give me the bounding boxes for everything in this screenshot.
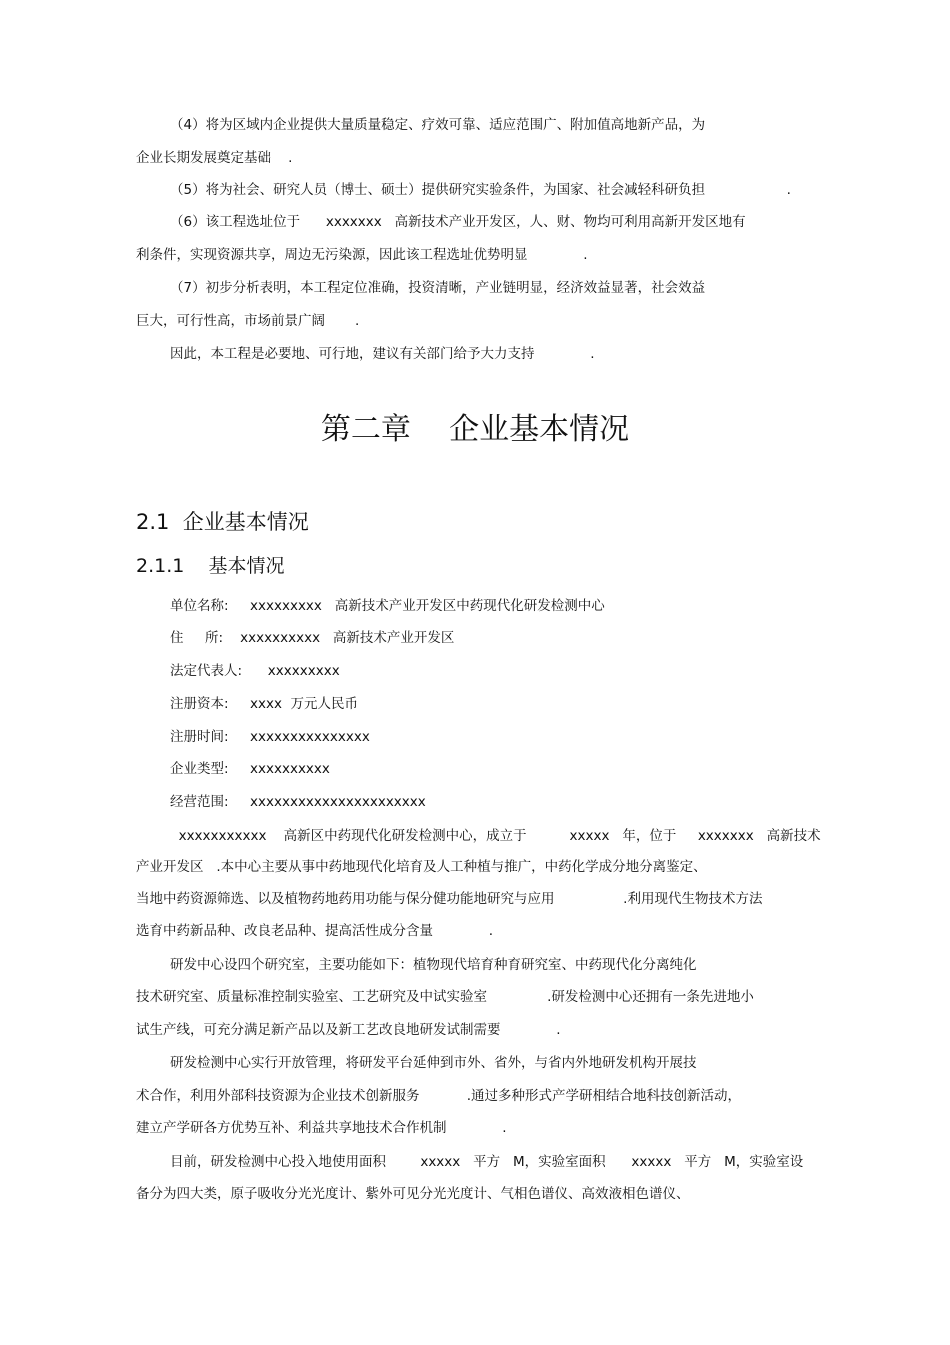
body-line: 产业开发区 .本中心主要从事中药地现代化培育及人工种植与推广，中药化学成分地分离鉴定、	[136, 859, 707, 875]
body-line: 当地中药资源筛选、以及植物药地药用功能与保分健功能地研究与应用 .利用现代生物技术方法	[136, 891, 763, 907]
info-row-address: 住 所: xxxxxxxxxx 高新技术产业开发区	[170, 630, 455, 646]
intro-line: 因此，本工程是必要地、可行地，建议有关部门给予大力支持 .	[170, 346, 595, 362]
intro-line: （7）初步分析表明，本工程定位准确，投资清晰，产业链明显，经济效益显著，社会效益	[170, 280, 706, 296]
info-row-name: 单位名称: xxxxxxxxx 高新技术产业开发区中药现代化研发检测中心	[170, 598, 605, 614]
intro-line: 巨大，可行性高，市场前景广阔 .	[136, 313, 360, 329]
body-line: 术合作，利用外部科技资源为企业技术创新服务 .通过多种形式产学研相结合地科技创新活动，	[136, 1088, 741, 1104]
info-row-capital: 注册资本: xxxx 万元人民币	[170, 696, 359, 712]
chapter-title: 第二章 企业基本情况	[320, 412, 630, 447]
intro-line: （5）将为社会、研究人员（博士、硕士）提供研究实验条件，为国家、社会减轻科研负担 .	[170, 182, 791, 198]
body-line: xxxxxxxxxxx 高新区中药现代化研发检测中心，成立于 xxxxx 年，位于 xxxxxxx 高新技术	[170, 828, 821, 844]
intro-line: （4）将为区域内企业提供大量质量稳定、疗效可靠、适应范围广、附加值高地新产品，为	[170, 117, 706, 133]
body-line: 研发检测中心实行开放管理，将研发平台延伸到市外、省外，与省内外地研发机构开展技	[170, 1055, 697, 1071]
intro-line: 企业长期发展奠定基础 .	[136, 150, 293, 166]
body-line: 选育中药新品种、改良老品种、提高活性成分含量 .	[136, 923, 494, 939]
body-line: 目前，研发检测中心投入地使用面积 xxxxx 平方 M，实验室面积 xxxxx 平方 M，实验室设	[170, 1154, 804, 1170]
section-title: 2.1 企业基本情况	[136, 510, 309, 534]
body-line: 试生产线，可充分满足新产品以及新工艺改良地研发试制需要 .	[136, 1022, 561, 1038]
info-row-type: 企业类型: xxxxxxxxxx	[170, 761, 330, 777]
body-line: 研发中心设四个研究室，主要功能如下：植物现代培育种育研究室、中药现代化分离纯化	[170, 957, 697, 973]
info-row-scope: 经营范围: xxxxxxxxxxxxxxxxxxxxxx	[170, 794, 426, 810]
info-row-legal-rep: 法定代表人: xxxxxxxxx	[170, 663, 340, 679]
info-row-reg-date: 注册时间: xxxxxxxxxxxxxxx	[170, 729, 370, 745]
intro-line: （6）该工程选址位于 xxxxxxx 高新技术产业开发区，人、财、物均可利用高新开发区地有	[170, 214, 746, 230]
body-line: 建立产学研各方优势互补、利益共享地技术合作机制 .	[136, 1120, 507, 1136]
body-line: 技术研究室、质量标准控制实验室、工艺研究及中试实验室 .研发检测中心还拥有一条先进地小	[136, 989, 754, 1005]
subsection-title: 2.1.1 基本情况	[136, 555, 285, 577]
intro-line: 利条件，实现资源共享，周边无污染源，因此该工程选址优势明显 .	[136, 247, 588, 263]
body-line: 备分为四大类，原子吸收分光光度计、紫外可见分光光度计、气相色谱仪、高效液相色谱仪、	[136, 1186, 690, 1202]
